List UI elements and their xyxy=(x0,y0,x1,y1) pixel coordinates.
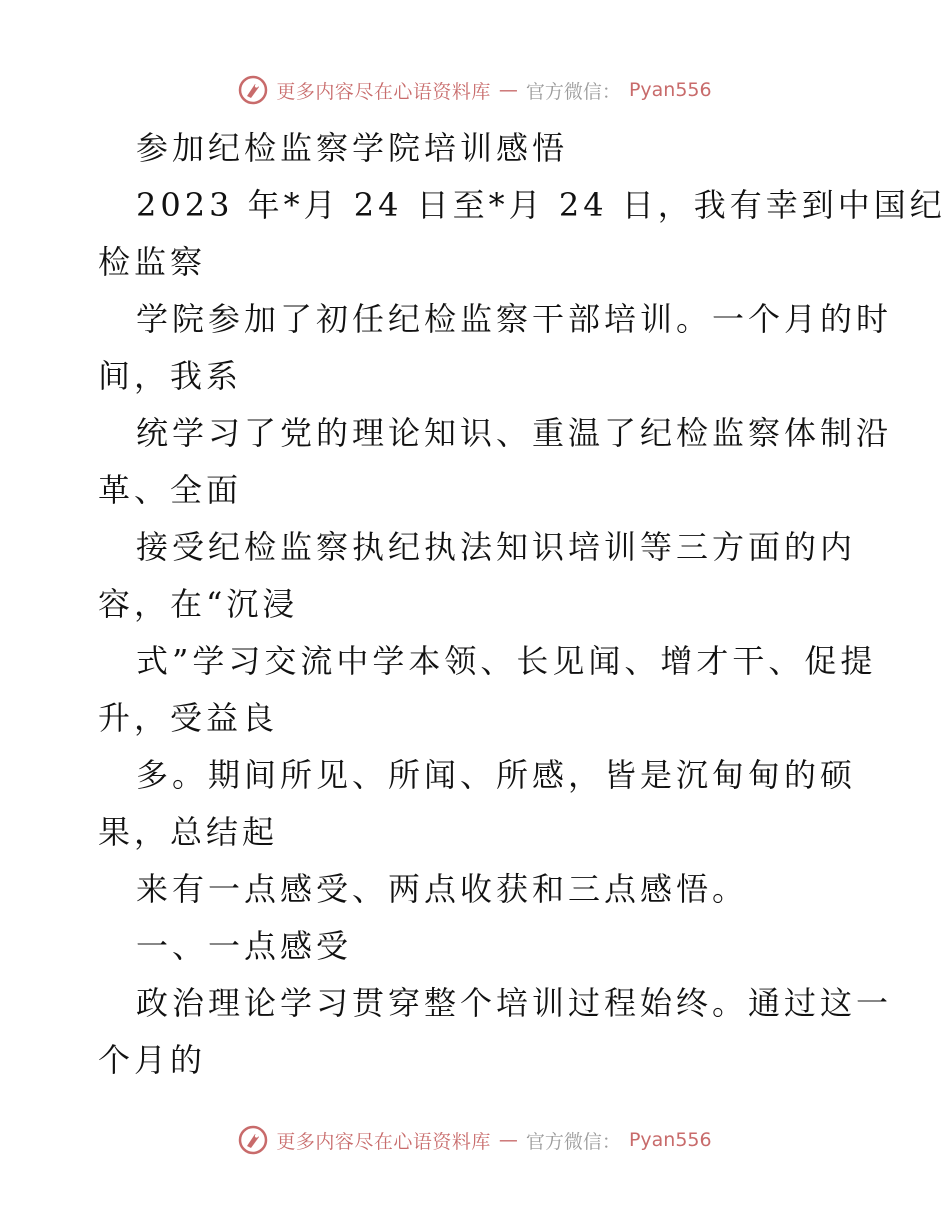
document-title: 参加纪检监察学院培训感悟 xyxy=(136,129,569,167)
section-heading: 一、一点感受 xyxy=(136,927,353,965)
paragraph-line: 检监察 xyxy=(98,243,207,281)
paragraph-line: 个月的 xyxy=(98,1041,207,1079)
watermark-wechat-id: Pyan556 xyxy=(628,79,712,101)
paragraph-line: 容，在“沉浸 xyxy=(98,585,299,623)
paragraph-line: 接受纪检监察执纪执法知识培训等三方面的内 xyxy=(136,528,857,566)
paragraph-line: 间，我系 xyxy=(98,357,243,395)
paragraph-line: 果，总结起 xyxy=(98,813,279,851)
watermark-dash: — xyxy=(498,1129,518,1151)
paragraph-line: 政治理论学习贯穿整个培训过程始终。通过这一 xyxy=(136,984,893,1022)
pen-nib-icon xyxy=(238,75,268,105)
footer-watermark xyxy=(0,1120,950,1160)
watermark-official-label: 官方微信： xyxy=(525,80,621,103)
document-body xyxy=(98,120,946,1089)
paragraph-line: 多。期间所见、所闻、所感，皆是沉甸甸的硕 xyxy=(136,756,857,794)
paragraph-line: 革、全面 xyxy=(98,471,243,509)
paragraph-line: 升，受益良 xyxy=(98,699,279,737)
watermark-brand-text: 更多内容尽在心语资料库 xyxy=(276,80,491,103)
watermark-official-label: 官方微信： xyxy=(525,1130,621,1153)
paragraph-line: 学院参加了初任纪检监察干部培训。一个月的时 xyxy=(136,300,893,338)
watermark-dash: — xyxy=(498,79,518,101)
header-watermark xyxy=(0,70,950,110)
paragraph-line: 2023 年*月 24 日至*月 24 日，我有幸到中国纪 xyxy=(136,186,946,224)
pen-nib-icon xyxy=(238,1125,268,1155)
watermark-brand-text: 更多内容尽在心语资料库 xyxy=(276,1130,491,1153)
paragraph-line: 统学习了党的理论知识、重温了纪检监察体制沿 xyxy=(136,414,893,452)
paragraph-line: 来有一点感受、两点收获和三点感悟。 xyxy=(136,870,749,908)
watermark-wechat-id: Pyan556 xyxy=(628,1129,712,1151)
paragraph-line: 式”学习交流中学本领、长见闻、增才干、促提 xyxy=(136,642,877,680)
